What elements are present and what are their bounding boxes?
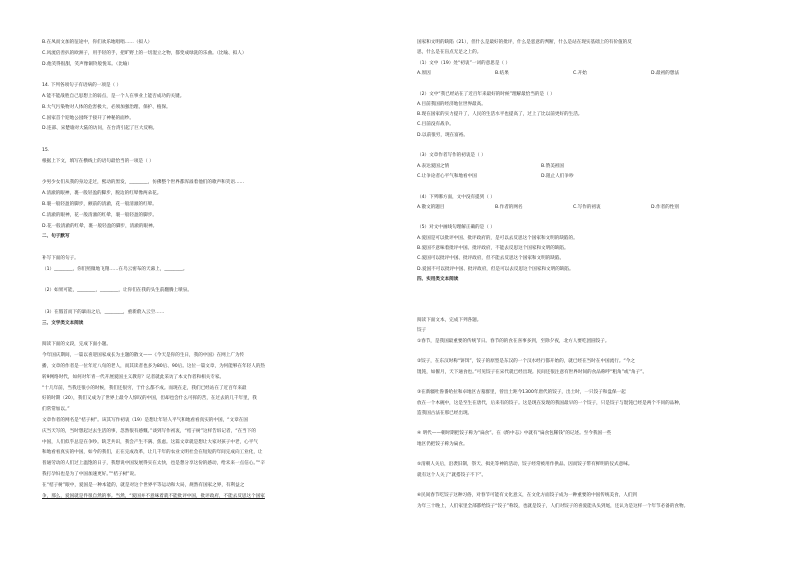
text-line: A.目前我国的经济地位世界最高。 — [417, 101, 486, 107]
text-line: C.爱国可以批评中国、批评政府，但不能去反思这个国家和文明的缺陷。 — [417, 256, 565, 262]
answer-option: D.阻止人们争吵 — [541, 173, 574, 179]
text-line: （1）文中（19）处“初衷”一词的意思是（ ） — [417, 60, 511, 66]
text-line: C.目前没有战争。 — [417, 122, 454, 128]
text-line: D.连部、宋楚瑜对大陆的访问，在台湾引起了巨大反响。 — [42, 126, 158, 132]
text-line: D.他笑得很甜，笑声像铜铃般悦耳。（比喻） — [42, 61, 132, 67]
text-line: 和地看看真实的中国，如今的我们，正在完成改革，让几千年的农业文明社会在短短的年间完成向工业化，让 — [42, 450, 263, 456]
answer-option: A.散文的题目 — [417, 204, 445, 210]
text-line: D.以前很穷，现在富裕。 — [417, 132, 468, 138]
text-line: ①春节，是我国最重要的传统节日。春节的的食在喜事多到，至除夕夜，北方人要吃团圆饺子。 — [417, 338, 610, 344]
answer-option: C.写作的初衷 — [573, 204, 601, 210]
text-line: 在“桔子树”眼中，爱国是一种本能的，就是对这个世界平等运动和大局，规然有国家之界，有利益之 — [42, 482, 245, 488]
text-line: B.爱国不意味着批评中国、批评政府，不能去反思这个国家和文明的缺陷。 — [417, 246, 569, 251]
text-line: 们常常加以。” — [42, 407, 70, 413]
answer-options — [417, 205, 757, 211]
text-line: 放在一个木碗中，这是至生在唐代，后来有的饺子。这是现在发现的我国最早的一个饺子，只是饺子与馄饨已经是两个不同的品种， — [417, 400, 684, 406]
text-line: 饺子 — [417, 328, 427, 334]
text-line: ⑥民间春节吃饺子这种习俗，对春节可能有文化意义，在文化方面饺子成为一种重要的中国传统美食，人们到 — [417, 493, 638, 499]
text-line: 馄饨，如偃月，天下通食也。”可见饺子在宋代就已经出现。民间还很注意有世界时间的食品称呼“粗角”或“角子”。 — [417, 369, 648, 375]
text-line: 普通劳动的人们过上温饱的日子，我想说中国发展得实在太快，也是想分享这份的感动，给未来一点信心。”“辛 — [42, 461, 265, 467]
text-line: 14. 下列各项句子有语病的一项是（ ） — [42, 83, 122, 89]
text-line: ④ 明代——朝时期把饺子称为“扁食”。在《酌中志》中就有“扁食包稀钱”的记述。至今我国一些 — [417, 431, 612, 437]
text-line: D.爱国不可以批评中国、批评政府，但是可以去反思这个国家和文明的缺陷。 — [417, 266, 574, 272]
text-line: 国家和文明的缺陷（21），但什么是最好的批评，什么是恶意的判断，什么是站在现实基础上的有价值的反 — [417, 40, 632, 45]
text-line: 播，文章的作者是一位年近八旬的老人，而其读者也多为80后、90后。这位一篇文章，为何能够在年轻人的热 — [42, 364, 266, 369]
text-line: 转9网络时代，如何对年青一代开展爱国主义教育？记者就此采访了本文作者和相关专家。 — [42, 374, 225, 380]
answer-options — [417, 174, 757, 180]
answer-option: B.作者的网名 — [495, 204, 523, 210]
section-heading: 四、实用类文本阅读 — [417, 276, 459, 282]
text-line: 阅读下面文本，完成下列各题。 — [417, 318, 482, 324]
text-line: B.大气污染物对人体的危害极大，必须加强治理、保护、植保。 — [42, 104, 171, 110]
text-line: A.爱国是可以批评中国、批评政府的，是可以去反思这个国家和文明的缺陷的。 — [417, 235, 578, 241]
answer-options — [417, 164, 757, 170]
answer-option: A.原因 — [417, 70, 431, 76]
text-line: 我打孕妇也是为了中国加速更好。”“桔子树”说。 — [42, 472, 139, 477]
text-line: 思，什么是在盲点无足之上的。 — [417, 50, 482, 56]
text-line: ②饺子，在东汉时称“饼饵”，饺子的原型是东汉的一个汉水经行都开始的，就已经在当时在中国流行。“今之 — [417, 359, 635, 365]
text-line: （1）________，你们照微地飞翔……在乌云密布的天幕上，________。 — [42, 266, 188, 272]
answer-option: B.结果 — [495, 70, 509, 76]
text-line: ⑤清朝人关后，沿袭旧制，祭天、揖先等神的活动，饺子经常被用作供品。因而饺子带有鲜明的仪式意味。 — [417, 462, 633, 468]
text-line: 少男少女们从我的身边走过，熙动的黑发，________，仿佛整个世界都浑溢着他们的歌声和笑语…… — [42, 180, 245, 186]
text-line: 中国，人们似乎总是在争吵。缺乏共识，我会产生不满、焦虑。这篇文章就是想让大家对孩子中老，心平气 — [42, 439, 258, 445]
text-line: C.风流倍善扒的欧洲子，用手轻的手，把旷野上的一切混立之物，都变成绿洗的乐曲。（比喻、拟人） — [42, 50, 247, 56]
text-line: ③在新疆吐鲁番哈拉和卓地区古墓群里，曾出土距今1300年唐代的饺子，出土时，一只饺子和盘保一起 — [417, 390, 626, 396]
text-line: 庆当天写的，当时想起过去生活的事，忽然很有感慨。”谈到写作初衷，“桔子树”这样告诉记者，“在当下的 — [42, 428, 256, 434]
answer-option: C.让争论者心平气和地看中国 — [417, 173, 477, 179]
text-line: 根据上下文，填写在横线上的语句最恰当的一项是（ ） — [42, 158, 154, 164]
text-line: （3）文章作者写作的初衷是（ ） — [417, 153, 486, 159]
text-line: （4）下列哪方面，文中没有提到（ ） — [417, 194, 495, 200]
text-line: B.裹一般轻盈的脚步，额前的清澈，花一般清澈的红晕。 — [42, 202, 157, 207]
text-line: 阅读下面的文段，完成下面小题。 — [42, 342, 111, 348]
answer-option: B.赞美祖国 — [541, 163, 564, 169]
text-line: 文章作者的网名是“桔子树”。该其写作初衷（19）是想让年轻人平气和地看看真实的中国，“文章在国 — [42, 418, 248, 423]
text-line: 15. — [42, 148, 50, 153]
answer-option: D.作者的性别 — [651, 204, 679, 210]
text-line: C.国家首个迎地公园终于接开了神秘的面纱。 — [42, 115, 134, 121]
section-heading: 三、文学类文本阅读 — [42, 320, 84, 326]
text-line: C.清澈的眼神，花一般清澈的红晕，裹一般轻盈的脚步。 — [42, 212, 157, 218]
text-line: （5）对文中画线句理解正确的是（ ） — [417, 225, 495, 231]
answer-option: A.表达爱国之情 — [417, 163, 450, 169]
text-line: A.清澈的眼神，裹一般轻盈的脚步，脱边的红晕像两朵花。 — [42, 191, 162, 197]
answer-option: C.开始 — [573, 70, 587, 76]
text-line: 地区仍把饺子称为扁食。 — [417, 441, 468, 447]
answer-options — [417, 71, 757, 77]
text-line: 好的时期（20），我们又成为了世界上最令人惊叹的中国，但却也会什么可挥的苦，在过去的几千年里，我 — [42, 396, 257, 402]
text-line: 今年国庆期间，一篇以喜迎国家成长为主题的散文——《今天是你的生日，我的中国》在网上广为传 — [42, 353, 245, 359]
text-line: D.花一般清澈的红晕，裹一般轻盈的脚步，清澈的眼神。 — [42, 223, 158, 229]
left-column — [42, 0, 402, 561]
answer-option: D.最初的想法 — [651, 70, 679, 76]
text-line: 争，那么，爱国就是件很自然的事。当然，“爱国并不意味着就不能批评中国，批评政府，不能去反思这个国家 — [42, 493, 265, 499]
text-line: 补写下面的句子。 — [42, 256, 79, 261]
text-line: B.现在国家的实力提升了，人民的生活水平也提高了，过上了比以前更好的生活。 — [417, 112, 583, 118]
text-line: （2）如果可能，________，________，让你们在我的头生前翻腾上喷泉。 — [42, 288, 192, 294]
text-line: 就有这个人关了“就搭饺子不下”。 — [417, 472, 487, 478]
text-line: B.在凤而文加的征途中，你们欢乐地唱唱……（拟人） — [42, 40, 153, 45]
text-line: “十几年前，当我还很小的时候，我们还很穷，于什么都不成。而现在走，我们已经站在了近百年来最 — [42, 385, 247, 391]
text-line: （3）在假首而下的暴雨之后，________，重新蔚入云空…… — [42, 310, 165, 315]
section-heading: 二、句子默写 — [42, 234, 70, 240]
text-line: 造我国古法在那已经出现。 — [417, 410, 473, 416]
text-line: （2）文中“我已经站在了近百年来最好的时候”理解最恰当的是（ ） — [417, 91, 555, 97]
right-column — [417, 0, 777, 561]
text-line: A.能不能战胜自己思想上的弱点，是一个人在事业上能否成功的关键。 — [42, 94, 185, 99]
text-line: 为年三十晚上，人们家里全部都给饺子“饺子”称饺，也就是饺子，人们对饺子的喜爱能从头到尾，还认为是这样一个年节必备的食物。 — [417, 503, 689, 509]
